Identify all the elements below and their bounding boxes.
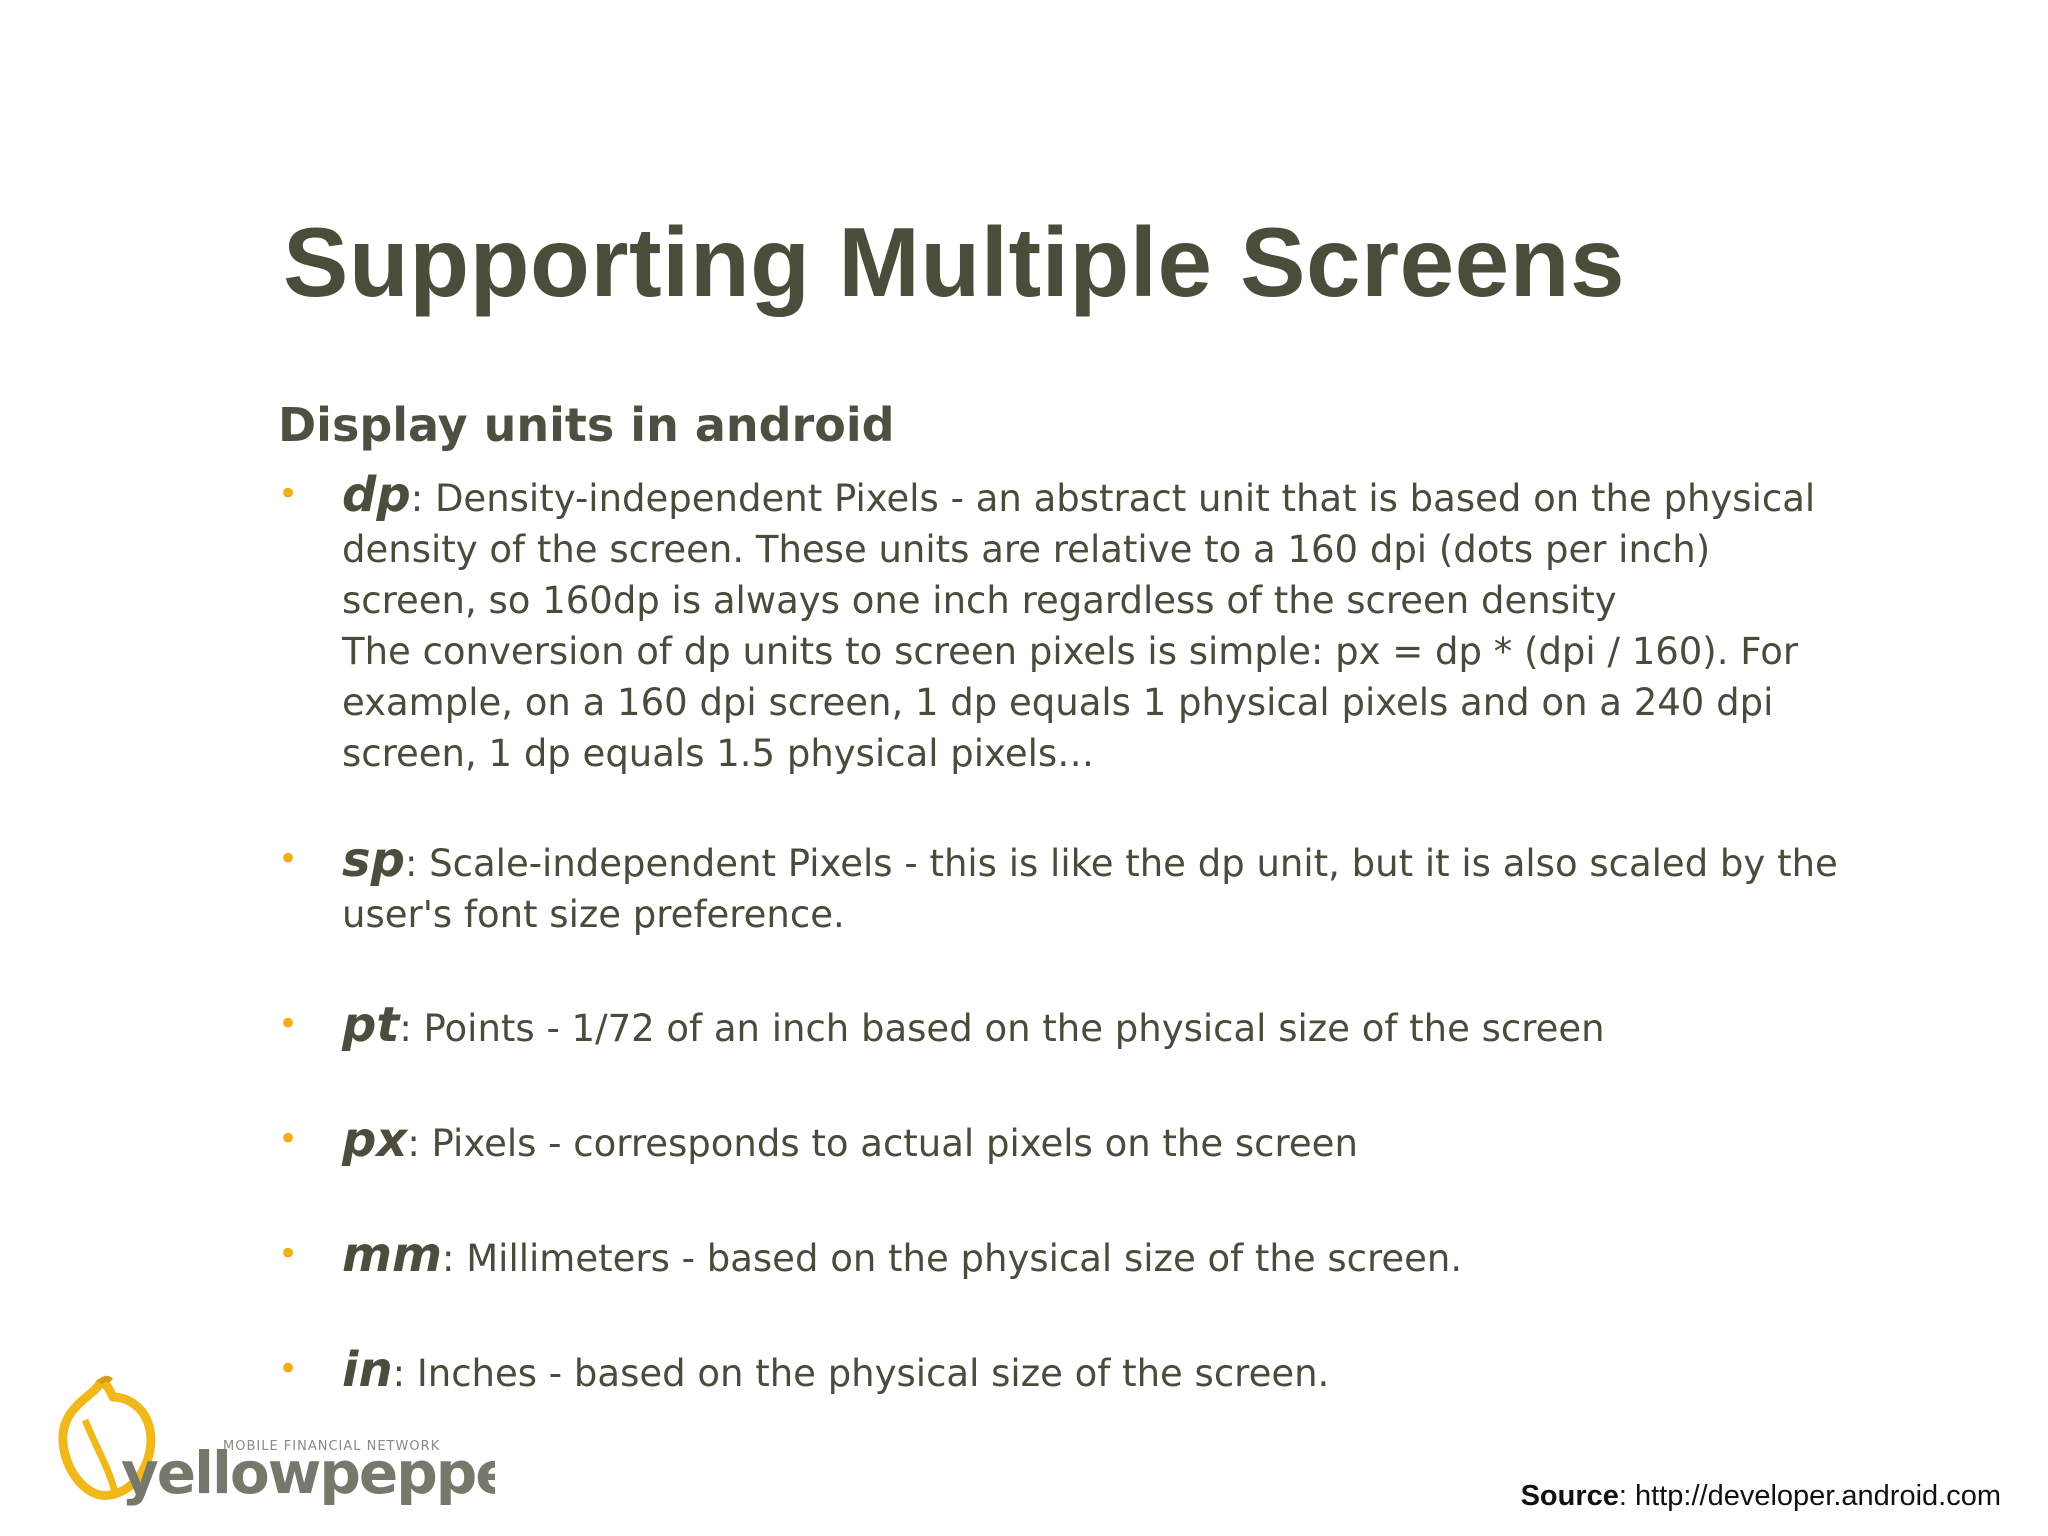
unit-description: screen, so 160dp is always one inch regardless of the screen density: [342, 579, 1617, 622]
unit-description: : Density-independent Pixels - an abstract unit that is based on the physical: [410, 477, 1816, 520]
bullet-dot-icon: •: [278, 1004, 299, 1044]
source-url[interactable]: : http://developer.android.com: [1618, 1480, 2001, 1512]
unit-description: : Scale-independent Pixels - this is like the dp unit, but it is also scaled by the: [404, 842, 1838, 885]
unit-description: example, on a 160 dpi screen, 1 dp equals 1 physical pixels and on a 240 dpi: [342, 681, 1774, 724]
unit-term: mm: [342, 1227, 443, 1283]
yellowpepper-logo: [55, 1375, 495, 1515]
unit-description: user's font size preference.: [342, 893, 845, 936]
logo-wordmark: yellowpeppe: [121, 1439, 495, 1507]
bullet-text: [342, 1342, 1942, 1399]
bullet-dot-icon: •: [278, 1234, 299, 1274]
unit-description: density of the screen. These units are relative to a 160 dpi (dots per inch): [342, 528, 1711, 571]
pepper-logo-icon: [55, 1375, 495, 1515]
unit-description: screen, 1 dp equals 1.5 physical pixels…: [342, 732, 1095, 775]
unit-term: pt: [342, 997, 400, 1053]
unit-term: sp: [342, 832, 405, 888]
bullet-text: [342, 467, 1942, 779]
unit-term: px: [342, 1112, 408, 1168]
bullet-dot-icon: •: [278, 839, 299, 879]
unit-description: : Millimeters - based on the physical size of the screen.: [442, 1237, 1463, 1280]
unit-term: in: [342, 1342, 393, 1398]
bullet-dot-icon: •: [278, 474, 299, 514]
unit-description: : Pixels - corresponds to actual pixels on the screen: [407, 1122, 1358, 1165]
section-subtitle: Display units in android: [278, 398, 895, 452]
slide-title: Supporting Multiple Screens: [283, 207, 1626, 317]
bullet-text: [342, 832, 1942, 940]
bullet-dot-icon: •: [278, 1119, 299, 1159]
unit-description: : Points - 1/72 of an inch based on the physical size of the screen: [399, 1007, 1605, 1050]
bullet-text: [342, 1112, 1942, 1169]
bullet-text: [342, 997, 1942, 1054]
logo-tagline: MOBILE FINANCIAL NETWORK: [223, 1439, 441, 1454]
unit-term: dp: [342, 467, 411, 523]
source-citation: [1521, 1478, 2001, 1514]
unit-description: The conversion of dp units to screen pixels is simple: px = dp * (dpi / 160). For: [342, 630, 1799, 673]
bullet-text: [342, 1227, 1942, 1284]
unit-description: : Inches - based on the physical size of the screen.: [392, 1352, 1330, 1395]
bullet-dot-icon: •: [278, 1349, 299, 1389]
source-label: Source: [1520, 1480, 1619, 1512]
